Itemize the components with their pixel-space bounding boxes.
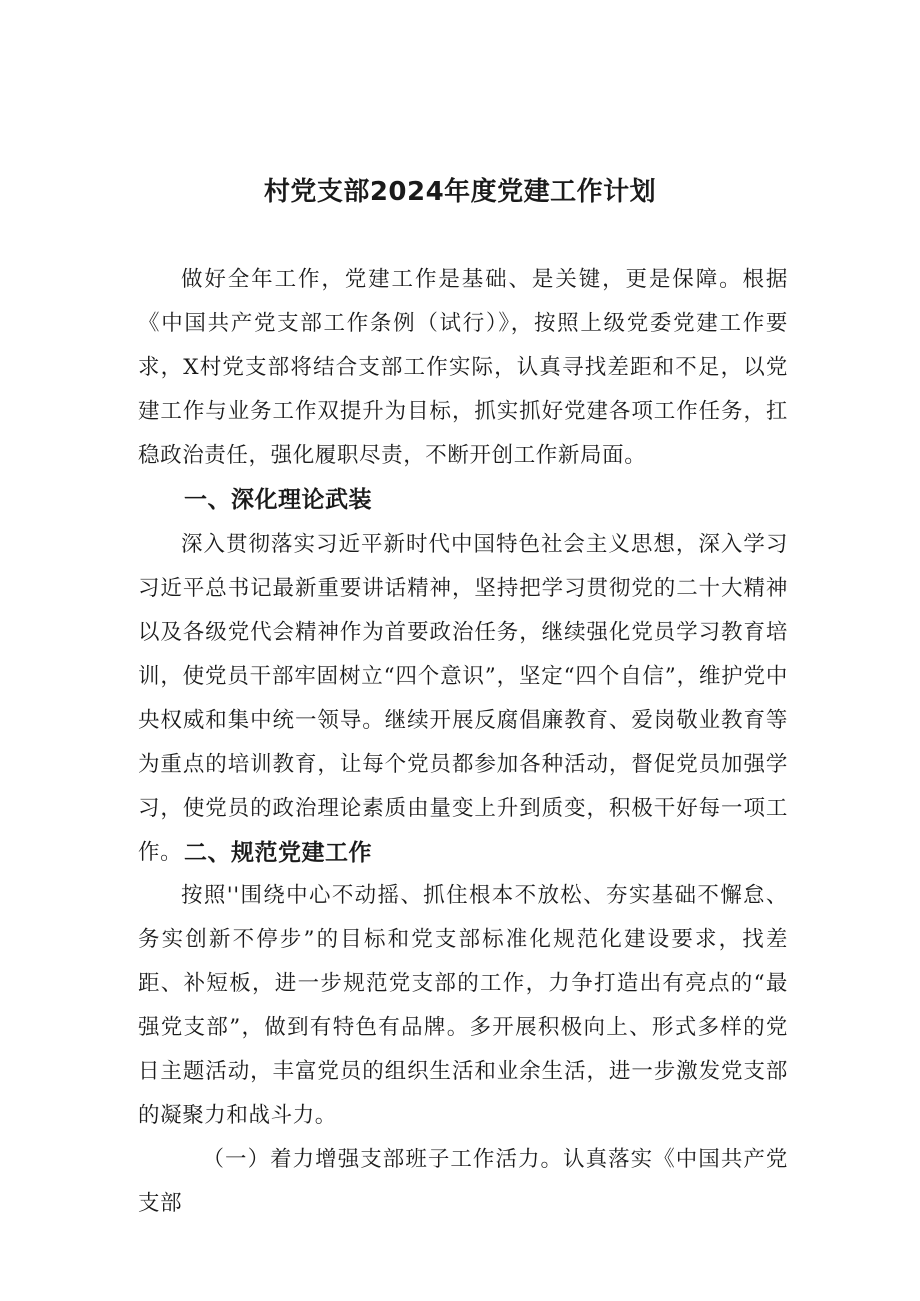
document-body <box>138 258 788 1226</box>
subsection-1-paragraph: （一）着力增强支部班子工作活力。认真落实《中国共产党支部 <box>138 1147 788 1216</box>
section-1-heading: 一、深化理论武装 <box>184 487 372 513</box>
section-2-paragraph: 按照''围绕中心不动摇、抓住根本不放松、夯实基础不懈怠、务实创新不停步”的目标和党支部标准化规范化建设要求，找差距、补短板，进一步规范党支部的工作，力争打造出有亮点的“最强党支部”，做到有特色有品牌。多开展积极向上、形式多样的党日主题活动，丰富党员的组织生活和业余生活，进一步激发党支部的凝聚力和战斗力。 <box>138 883 788 1128</box>
section-1-paragraph: 深入贯彻落实习近平新时代中国特色社会主义思想，深入学习习近平总书记最新重要讲话精神，坚持把学习贯彻党的二十大精神以及各级党代会精神作为首要政治任务，继续强化党员学习教育培训，使党员干部牢固树立“四个意识”，坚定“四个自信”，维护党中央权威和集中统一领导。继续开展反腐倡廉教育、爱岗敬业教育等为重点的培训教育，让每个党员都参加各种活动，督促党员加强学习，使党员的政治理论素质由量变上升到质变，积极干好每一项工作。 <box>138 532 788 865</box>
intro-paragraph: 做好全年工作，党建工作是基础、是关键，更是保障。根据《中国共产党支部工作条例（试行）》，按照上级党委党建工作要求，X村党支部将结合支部工作实际，认真寻找差距和不足，以党建工作与业务工作双提升为目标，抓实抓好党建各项工作任务，扛稳政治责任，强化履职尽责，不断开创工作新局面。 <box>138 267 788 468</box>
document-title: 村党支部2024年度党建工作计划 <box>263 177 657 207</box>
section-2-heading: 二、规范党建工作 <box>184 840 372 866</box>
